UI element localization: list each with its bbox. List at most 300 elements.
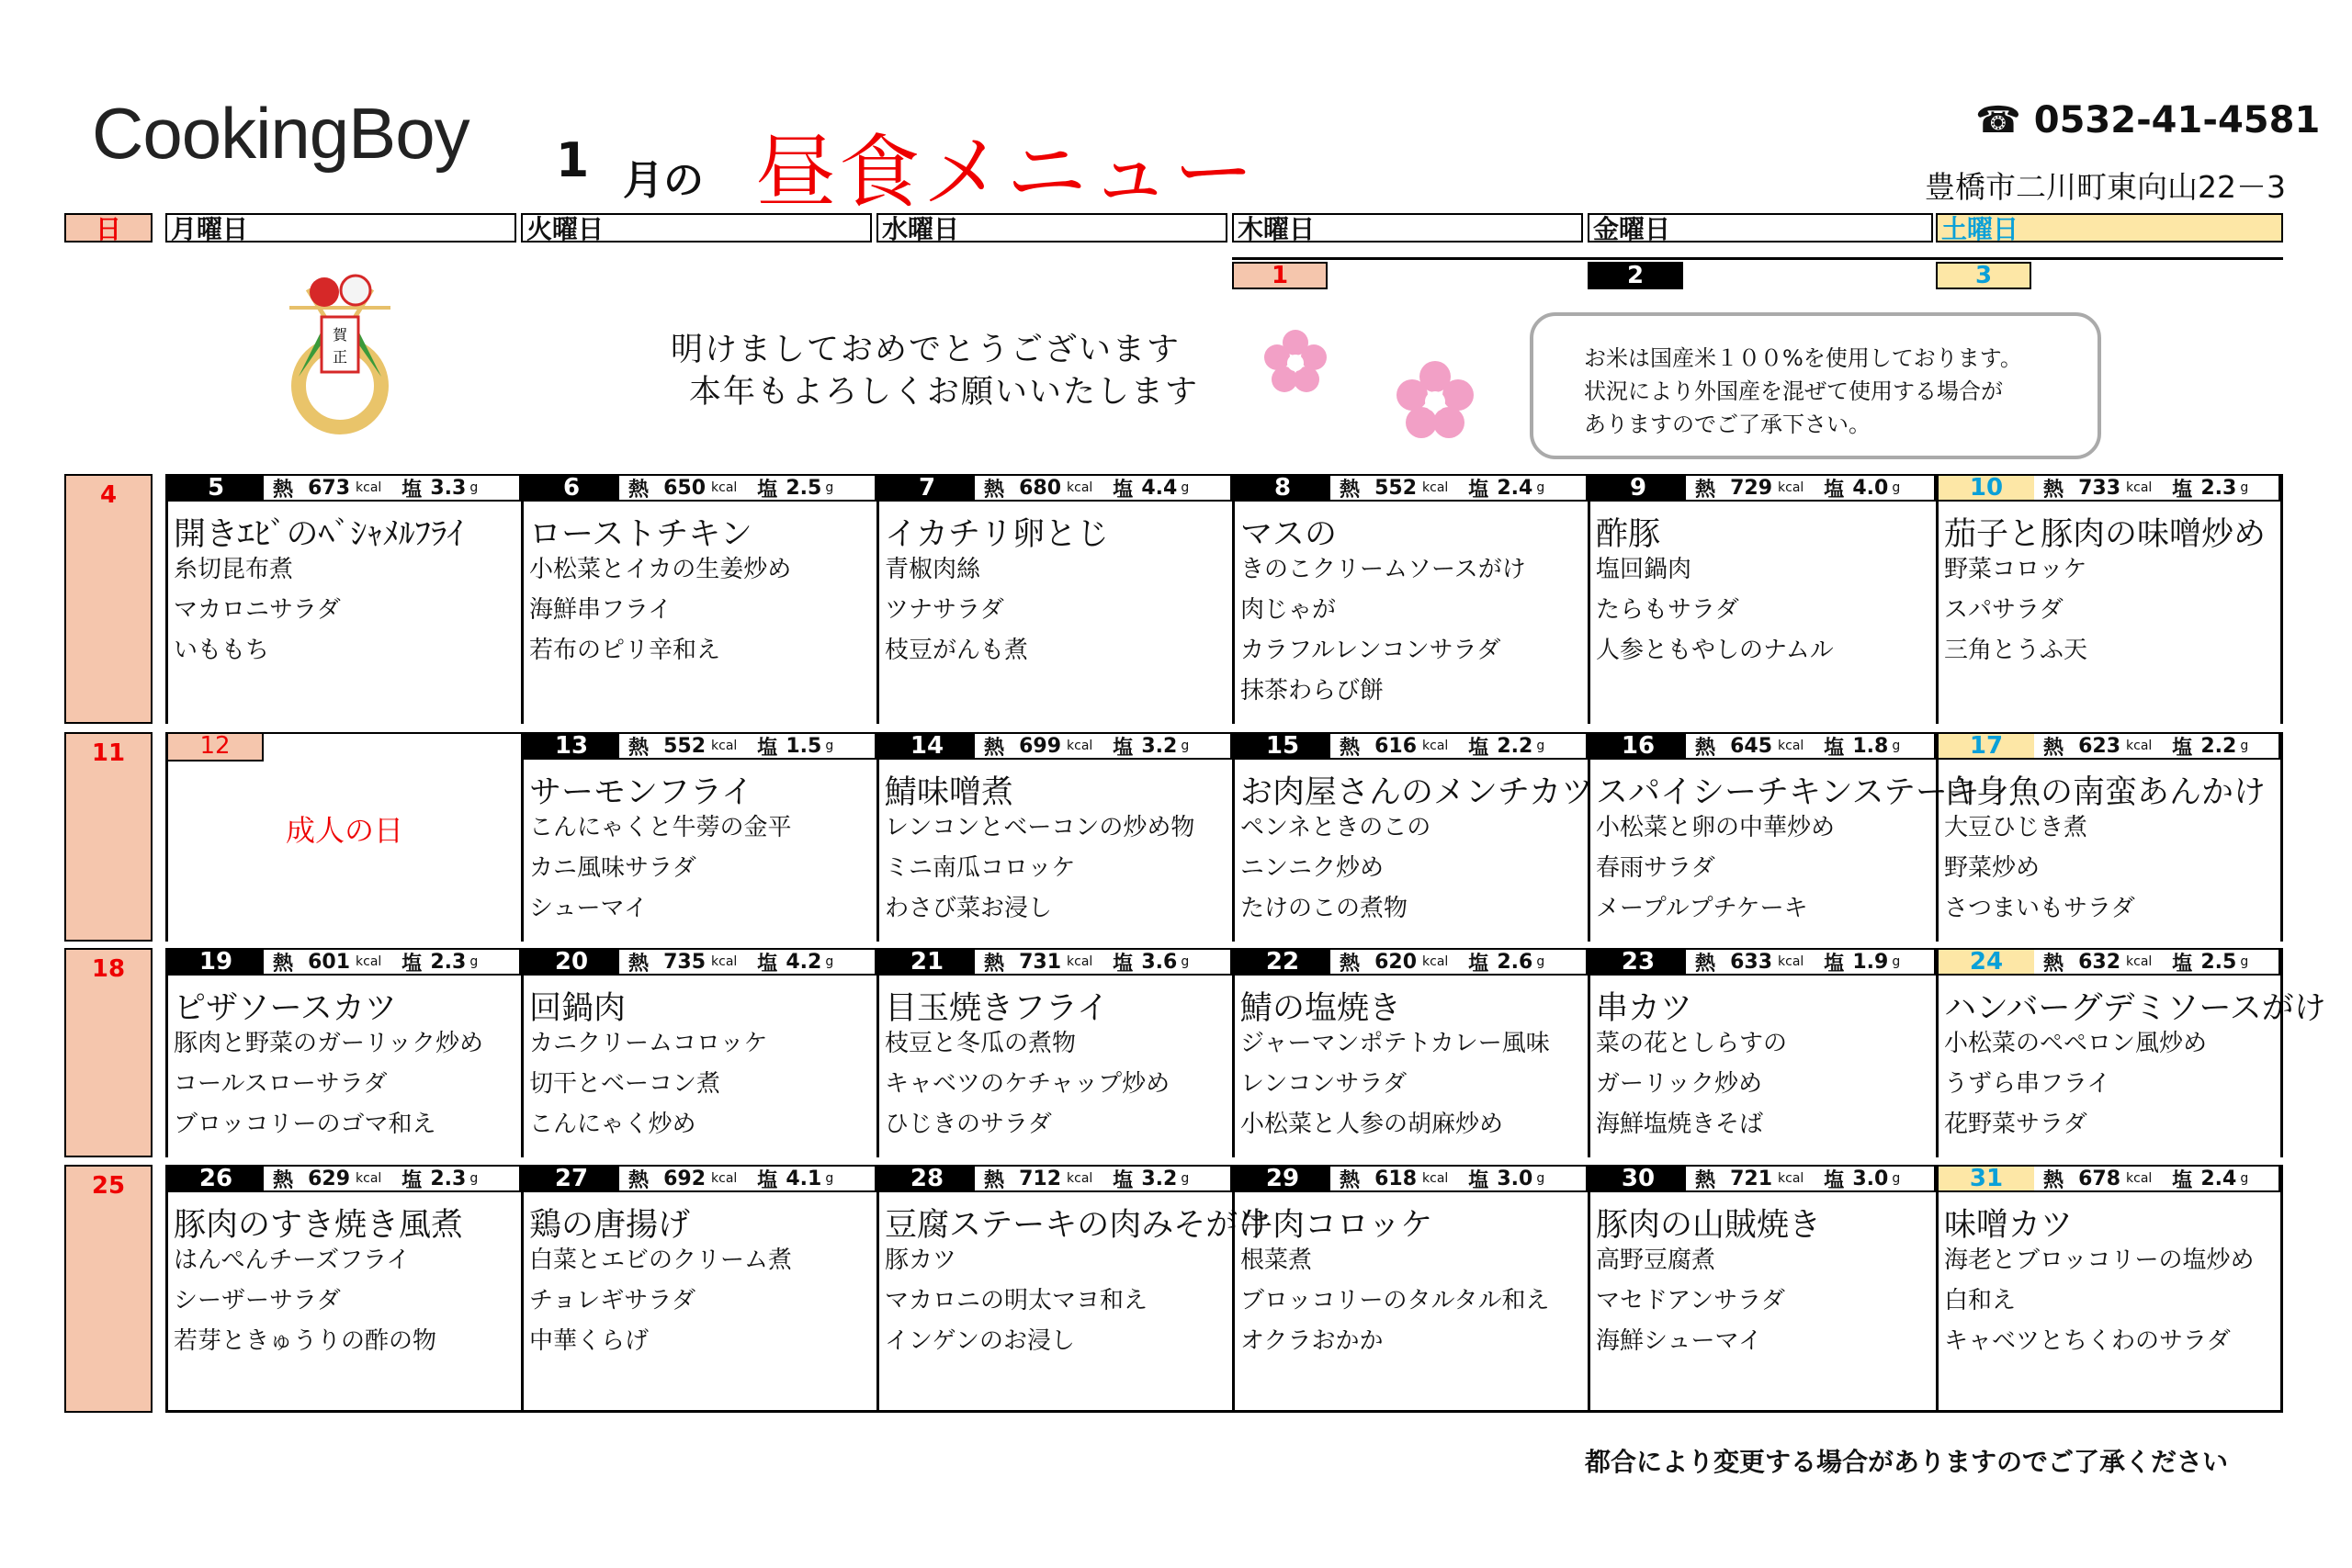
calorie-label: 熱: [2043, 1168, 2064, 1192]
calorie-value: 633: [1730, 950, 1773, 974]
day-date: 26: [168, 1167, 264, 1190]
side-dish: こんにゃくと牛蒡の金平: [529, 814, 792, 841]
date-3: 3: [1936, 262, 2031, 289]
calorie-value: 552: [1374, 476, 1418, 500]
main-dish: マスの: [1240, 516, 1338, 553]
side-dish: 肉じゃが: [1240, 596, 1337, 624]
weekday-sun: 日: [64, 213, 153, 243]
main-dish: 豚肉の山賊焼き: [1596, 1207, 1822, 1244]
month-suffix: 月の: [623, 157, 704, 204]
day-header: [1590, 732, 1936, 760]
month-number: 1: [556, 133, 590, 188]
main-dish: 豚肉のすき焼き風煮: [174, 1207, 464, 1244]
salt-value: 2.2: [2200, 734, 2237, 758]
day-cell: [521, 1165, 876, 1413]
side-dish: キャベツとちくわのサラダ: [1944, 1327, 2231, 1355]
side-dish: 野菜炒め: [1944, 854, 2041, 882]
address: 豊橋市二川町東向山22－3: [1925, 169, 2286, 205]
salt-unit: g: [1892, 480, 1901, 495]
salt-unit: g: [2240, 1171, 2249, 1186]
svg-text:正: 正: [332, 348, 348, 366]
day-cell: [1936, 732, 2283, 942]
salt-unit: g: [1181, 480, 1190, 495]
side-dish: 豚カツ: [885, 1247, 957, 1274]
calorie-label: 熱: [628, 736, 650, 760]
salt-unit: g: [825, 739, 834, 753]
side-dish: 海老とブロッコリーの塩炒め: [1944, 1247, 2255, 1274]
salt-label: 塩: [401, 952, 423, 976]
day-date: 16: [1590, 734, 1686, 758]
calorie-unit: kcal: [2126, 739, 2153, 753]
day-header: [524, 474, 876, 502]
day-date: 20: [524, 950, 619, 974]
calorie-unit: kcal: [1422, 739, 1449, 753]
day-date: 19: [168, 950, 264, 974]
main-dish: 味噌カツ: [1944, 1207, 2074, 1244]
side-dish: 高野豆腐煮: [1596, 1247, 1716, 1274]
calorie-unit: kcal: [1422, 480, 1449, 495]
calorie-value: 650: [663, 476, 707, 500]
salt-value: 2.4: [1497, 476, 1533, 500]
side-dish: ジャーマンポテトカレー風味: [1240, 1030, 1550, 1057]
side-dish: インゲンのお浸し: [885, 1327, 1075, 1355]
day-date: 27: [524, 1167, 619, 1190]
day-cell: [876, 948, 1232, 1157]
calorie-label: 熱: [273, 478, 294, 502]
side-dish: 花野菜サラダ: [1944, 1111, 2087, 1138]
salt-value: 4.2: [786, 950, 822, 974]
salt-value: 3.0: [1497, 1167, 1533, 1190]
calorie-value: 618: [1374, 1167, 1418, 1190]
main-dish: 茄子と豚肉の味噌炒め: [1944, 516, 2267, 553]
calorie-label: 熱: [2043, 736, 2064, 760]
calorie-value: 733: [2078, 476, 2121, 500]
day-header: [1939, 1165, 2280, 1192]
calorie-label: 熱: [628, 1168, 650, 1192]
salt-unit: g: [469, 1171, 479, 1186]
calorie-value: 645: [1730, 734, 1773, 758]
day-cell: [1936, 948, 2326, 1157]
calorie-label: 熱: [1695, 1168, 1716, 1192]
day-cell: [1936, 474, 2283, 724]
day-cell: [1588, 474, 1936, 724]
calorie-value: 552: [663, 734, 707, 758]
date-2: 2: [1588, 262, 1683, 289]
salt-unit: g: [1181, 739, 1190, 753]
page-title: 昼食メニュー: [755, 125, 1258, 220]
day-cell: [1232, 474, 1588, 724]
plum-blossom-icon-2: [1392, 358, 1479, 446]
side-dish: 小松菜と卵の中華炒め: [1596, 814, 1836, 841]
salt-value: 1.5: [786, 734, 822, 758]
side-dish: 塩回鍋肉: [1596, 556, 1692, 583]
calorie-label: 熱: [628, 478, 650, 502]
calorie-label: 熱: [984, 1168, 1005, 1192]
side-dish: マカロニの明太マヨ和え: [885, 1287, 1148, 1314]
day-header: [1235, 1165, 1588, 1192]
calorie-label: 熱: [1340, 478, 1361, 502]
calorie-value: 729: [1730, 476, 1773, 500]
new-year-wreath-icon: [271, 266, 409, 441]
sunday-cell: 4: [64, 474, 153, 724]
side-dish: 豚肉と野菜のガーリック炒め: [174, 1030, 483, 1057]
side-dish: チョレギサラダ: [529, 1287, 695, 1314]
sunday-cell: 25: [64, 1165, 153, 1413]
day-cell: [1232, 948, 1588, 1157]
calorie-unit: kcal: [356, 954, 382, 969]
salt-label: 塩: [1824, 478, 1845, 502]
side-dish: ガーリック炒め: [1596, 1070, 1762, 1098]
day-header: [879, 732, 1232, 760]
day-date: 22: [1235, 950, 1330, 974]
day-date: 7: [879, 476, 975, 500]
side-dish: マセドアンサラダ: [1596, 1287, 1785, 1314]
calorie-unit: kcal: [2126, 480, 2153, 495]
salt-unit: g: [469, 480, 479, 495]
day-header: [1590, 1165, 1936, 1192]
salt-value: 4.0: [1852, 476, 1889, 500]
salt-unit: g: [1181, 954, 1190, 969]
day-header: [1939, 732, 2280, 760]
calorie-value: 692: [663, 1167, 707, 1190]
main-dish: ハンバーグデミソースがけ: [1944, 990, 2326, 1027]
side-dish: ツナサラダ: [885, 596, 1004, 624]
day-header: [168, 474, 521, 502]
calorie-label: 熱: [1340, 1168, 1361, 1192]
salt-label: 塩: [757, 1168, 778, 1192]
day-header: [1590, 474, 1936, 502]
calorie-unit: kcal: [1778, 480, 1804, 495]
sunday-cell: 18: [64, 948, 153, 1157]
side-dish: こんにゃく炒め: [529, 1111, 696, 1138]
calorie-unit: kcal: [1067, 480, 1093, 495]
calorie-value: 735: [663, 950, 707, 974]
side-dish: 根菜煮: [1240, 1247, 1313, 1274]
salt-unit: g: [1892, 1171, 1901, 1186]
calorie-label: 熱: [2043, 952, 2064, 976]
salt-value: 2.4: [2200, 1167, 2237, 1190]
main-dish: サーモンフライ: [529, 774, 753, 811]
svg-text:賀: 賀: [332, 326, 348, 344]
calorie-unit: kcal: [1778, 1171, 1804, 1186]
calorie-label: 熱: [1340, 736, 1361, 760]
salt-unit: g: [1536, 954, 1545, 969]
day-header: [1235, 474, 1588, 502]
day-header: [524, 948, 876, 976]
calorie-unit: kcal: [711, 739, 738, 753]
day-cell: [165, 1165, 521, 1413]
salt-value: 2.3: [2200, 476, 2237, 500]
day-date: 30: [1590, 1167, 1686, 1190]
side-dish: たらもサラダ: [1596, 596, 1739, 624]
calorie-value: 712: [1019, 1167, 1062, 1190]
salt-value: 1.9: [1852, 950, 1889, 974]
side-dish: マカロニサラダ: [174, 596, 341, 624]
day-cell: [876, 732, 1232, 942]
side-dish: カニクリームコロッケ: [529, 1030, 768, 1057]
day-header: [879, 948, 1232, 976]
calorie-unit: kcal: [1422, 954, 1449, 969]
day-header: [168, 1165, 521, 1192]
main-dish: 牛肉コロッケ: [1240, 1207, 1433, 1244]
salt-value: 4.1: [786, 1167, 822, 1190]
side-dish: 三角とうふ天: [1944, 637, 2088, 664]
day-cell: [521, 474, 876, 724]
weekday-fri: 金曜日: [1588, 213, 1933, 243]
salt-unit: g: [2240, 480, 2249, 495]
day-cell: [876, 1165, 1271, 1413]
side-dish: キャベツのケチャップ炒め: [885, 1070, 1170, 1098]
holiday-name: 成人の日: [285, 813, 403, 848]
side-dish: 抹茶わらび餅: [1240, 677, 1385, 705]
side-dish: 中華くらげ: [529, 1327, 650, 1355]
salt-value: 2.2: [1497, 734, 1533, 758]
main-dish: 鯖味噌煮: [885, 774, 1014, 811]
day-date: 5: [168, 476, 264, 500]
salt-label: 塩: [757, 952, 778, 976]
holiday-date: 12: [168, 734, 264, 761]
week-row: [64, 948, 2326, 1157]
day-date: 14: [879, 734, 975, 758]
side-dish: ブロッコリーのゴマ和え: [174, 1111, 436, 1138]
day-header: [524, 1165, 876, 1192]
day-cell: [1588, 732, 1980, 942]
day-cell: [1588, 1165, 1936, 1413]
main-dish: 鶏の唐揚げ: [529, 1207, 691, 1244]
day-header: [1235, 732, 1588, 760]
side-dish: 海鮮塩焼きそば: [1596, 1111, 1764, 1138]
salt-unit: g: [2240, 954, 2249, 969]
side-dish: いももち: [174, 637, 270, 664]
calorie-label: 熱: [273, 952, 294, 976]
main-dish: お肉屋さんのメンチカツ: [1240, 774, 1594, 811]
side-dish: コールスローサラダ: [174, 1070, 388, 1098]
side-dish: レンコンサラダ: [1240, 1070, 1408, 1098]
salt-unit: g: [1536, 480, 1545, 495]
calorie-unit: kcal: [2126, 954, 2153, 969]
main-dish: ローストチキン: [529, 516, 752, 553]
salt-label: 塩: [2172, 1168, 2193, 1192]
calorie-label: 熱: [1695, 478, 1716, 502]
salt-unit: g: [825, 954, 834, 969]
calorie-label: 熱: [984, 952, 1005, 976]
logo: CookingBoy: [92, 93, 469, 174]
salt-value: 2.5: [2200, 950, 2237, 974]
day-header: [1235, 948, 1588, 976]
side-dish: 若布のピリ辛和え: [529, 637, 721, 664]
side-dish: ペンネときのこの: [1240, 814, 1431, 841]
day-date: 10: [1939, 476, 2034, 500]
calorie-value: 673: [308, 476, 351, 500]
calorie-label: 熱: [273, 1168, 294, 1192]
day-header: [879, 1165, 1232, 1192]
side-dish: ブロッコリーのタルタル和え: [1240, 1287, 1550, 1314]
calorie-unit: kcal: [356, 1171, 382, 1186]
main-dish: スパイシーチキンステーキ: [1596, 774, 1980, 811]
main-dish: 串カツ: [1596, 990, 1693, 1027]
calorie-value: 629: [308, 1167, 351, 1190]
day-cell: [165, 948, 521, 1157]
salt-label: 塩: [2172, 736, 2193, 760]
calorie-label: 熱: [984, 736, 1005, 760]
calorie-unit: kcal: [711, 954, 738, 969]
side-dish: オクラおかか: [1240, 1327, 1384, 1355]
salt-label: 塩: [1824, 1168, 1845, 1192]
calorie-unit: kcal: [356, 480, 382, 495]
weekday-tue: 火曜日: [521, 213, 872, 243]
main-dish: 目玉焼きフライ: [885, 990, 1109, 1027]
day-header: [1590, 948, 1936, 976]
calorie-unit: kcal: [1067, 954, 1093, 969]
side-dish: シューマイ: [529, 895, 648, 922]
day-cell: [165, 474, 521, 724]
day-date: 6: [524, 476, 619, 500]
day-date: 15: [1235, 734, 1330, 758]
day-cell: [1232, 732, 1594, 942]
salt-unit: g: [469, 954, 479, 969]
day-date: 31: [1939, 1167, 2034, 1190]
salt-value: 2.6: [1497, 950, 1533, 974]
weekday-sat: 土曜日: [1936, 213, 2283, 243]
side-dish: 枝豆と冬瓜の煮物: [885, 1030, 1077, 1057]
calorie-unit: kcal: [1067, 739, 1093, 753]
calorie-value: 678: [2078, 1167, 2121, 1190]
week-row: [64, 1165, 2283, 1413]
calorie-value: 632: [2078, 950, 2121, 974]
side-dish: カニ風味サラダ: [529, 854, 696, 882]
footer-note: 都合により変更する場合がありますのでご了承ください: [1585, 1447, 2229, 1477]
side-dish: わさび菜お浸し: [885, 895, 1053, 922]
side-dish: 小松菜のペペロン風炒め: [1944, 1030, 2208, 1057]
plum-blossom-icon: [1259, 326, 1332, 400]
calorie-label: 熱: [2043, 478, 2064, 502]
week-row: [64, 474, 2283, 724]
calorie-value: 623: [2078, 734, 2121, 758]
side-dish: 白菜とエビのクリーム煮: [529, 1247, 793, 1274]
calorie-unit: kcal: [1778, 954, 1804, 969]
salt-label: 塩: [1113, 478, 1134, 502]
salt-value: 3.6: [1141, 950, 1178, 974]
salt-label: 塩: [401, 1168, 423, 1192]
side-dish: スパサラダ: [1944, 596, 2064, 624]
calorie-label: 熱: [1695, 736, 1716, 760]
salt-label: 塩: [1113, 736, 1134, 760]
salt-unit: g: [1536, 739, 1545, 753]
salt-unit: g: [825, 480, 834, 495]
side-dish: さつまいもサラダ: [1944, 895, 2135, 922]
day-cell: [1232, 1165, 1588, 1413]
main-dish: 鯖の塩焼き: [1240, 990, 1402, 1027]
day-date: 28: [879, 1167, 975, 1190]
side-dish: 若芽ときゅうりの酢の物: [174, 1327, 437, 1355]
calorie-unit: kcal: [1422, 1171, 1449, 1186]
side-dish: うずら串フライ: [1944, 1070, 2111, 1098]
calorie-value: 721: [1730, 1167, 1773, 1190]
side-dish: 青椒肉絲: [885, 556, 981, 583]
side-dish: 人参ともやしのナムル: [1596, 637, 1834, 664]
calorie-unit: kcal: [1778, 739, 1804, 753]
calorie-unit: kcal: [1067, 1171, 1093, 1186]
salt-value: 1.8: [1852, 734, 1889, 758]
salt-value: 2.3: [430, 950, 467, 974]
day-date: 13: [524, 734, 619, 758]
calorie-label: 熱: [628, 952, 650, 976]
main-dish: 白身魚の南蛮あんかけ: [1944, 774, 2267, 811]
side-dish: 枝豆がんも煮: [885, 637, 1029, 664]
calorie-unit: kcal: [2126, 1171, 2153, 1186]
main-dish: 豆腐ステーキの肉みそがけ: [885, 1207, 1271, 1244]
main-dish: 回鍋肉: [529, 990, 627, 1027]
salt-unit: g: [1181, 1171, 1190, 1186]
side-dish: カラフルレンコンサラダ: [1240, 637, 1501, 664]
salt-label: 塩: [2172, 952, 2193, 976]
day-date: 9: [1590, 476, 1686, 500]
day-date: 24: [1939, 950, 2034, 974]
salt-label: 塩: [401, 478, 423, 502]
side-dish: きのこクリームソースがけ: [1240, 556, 1526, 583]
salt-label: 塩: [1824, 952, 1845, 976]
sunday-cell: 11: [64, 732, 153, 942]
day-date: 23: [1590, 950, 1686, 974]
side-dish: 小松菜とイカの生姜炒め: [529, 556, 792, 583]
phone-number: ☎ 0532-41-4581: [1975, 99, 2321, 141]
side-dish: 糸切昆布煮: [174, 556, 294, 583]
calorie-value: 601: [308, 950, 351, 974]
day-cell: [521, 732, 876, 942]
main-dish: ピザソースカツ: [174, 990, 397, 1027]
salt-value: 2.3: [430, 1167, 467, 1190]
weekday-wed: 水曜日: [876, 213, 1227, 243]
side-dish: 切干とベーコン煮: [529, 1070, 721, 1098]
main-dish: イカチリ卵とじ: [885, 516, 1109, 553]
salt-label: 塩: [1824, 736, 1845, 760]
calorie-value: 616: [1374, 734, 1418, 758]
side-dish: シーザーサラダ: [174, 1287, 341, 1314]
day-cell: [876, 474, 1232, 724]
date-1-holiday: 1: [1232, 262, 1328, 289]
calorie-label: 熱: [984, 478, 1005, 502]
salt-label: 塩: [1468, 1168, 1489, 1192]
day-date: 8: [1235, 476, 1330, 500]
side-dish: ひじきのサラダ: [885, 1111, 1052, 1138]
day-header: [1939, 948, 2280, 976]
day-date: 17: [1939, 734, 2034, 758]
day-header: [524, 732, 876, 760]
side-dish: 海鮮串フライ: [529, 596, 673, 624]
calorie-label: 熱: [1695, 952, 1716, 976]
side-dish: メープルプチケーキ: [1596, 895, 1808, 922]
day-cell-holiday: [165, 732, 521, 942]
main-dish: 酢豚: [1596, 516, 1661, 553]
salt-label: 塩: [1468, 736, 1489, 760]
salt-unit: g: [1892, 739, 1901, 753]
week-row: [64, 732, 2283, 942]
side-dish: ミニ南瓜コロッケ: [885, 854, 1076, 882]
weekday-mon: 月曜日: [165, 213, 516, 243]
side-dish: はんぺんチーズフライ: [174, 1247, 411, 1274]
side-dish: 小松菜と人参の胡麻炒め: [1240, 1111, 1504, 1138]
calorie-unit: kcal: [711, 1171, 738, 1186]
calorie-unit: kcal: [711, 480, 738, 495]
salt-unit: g: [825, 1171, 834, 1186]
salt-label: 塩: [1468, 478, 1489, 502]
side-dish: 菜の花としらすの: [1596, 1030, 1788, 1057]
weekday-thu: 木曜日: [1232, 213, 1583, 243]
side-dish: たけのこの煮物: [1240, 895, 1408, 922]
calorie-value: 680: [1019, 476, 1062, 500]
day-date: 21: [879, 950, 975, 974]
salt-label: 塩: [757, 478, 778, 502]
